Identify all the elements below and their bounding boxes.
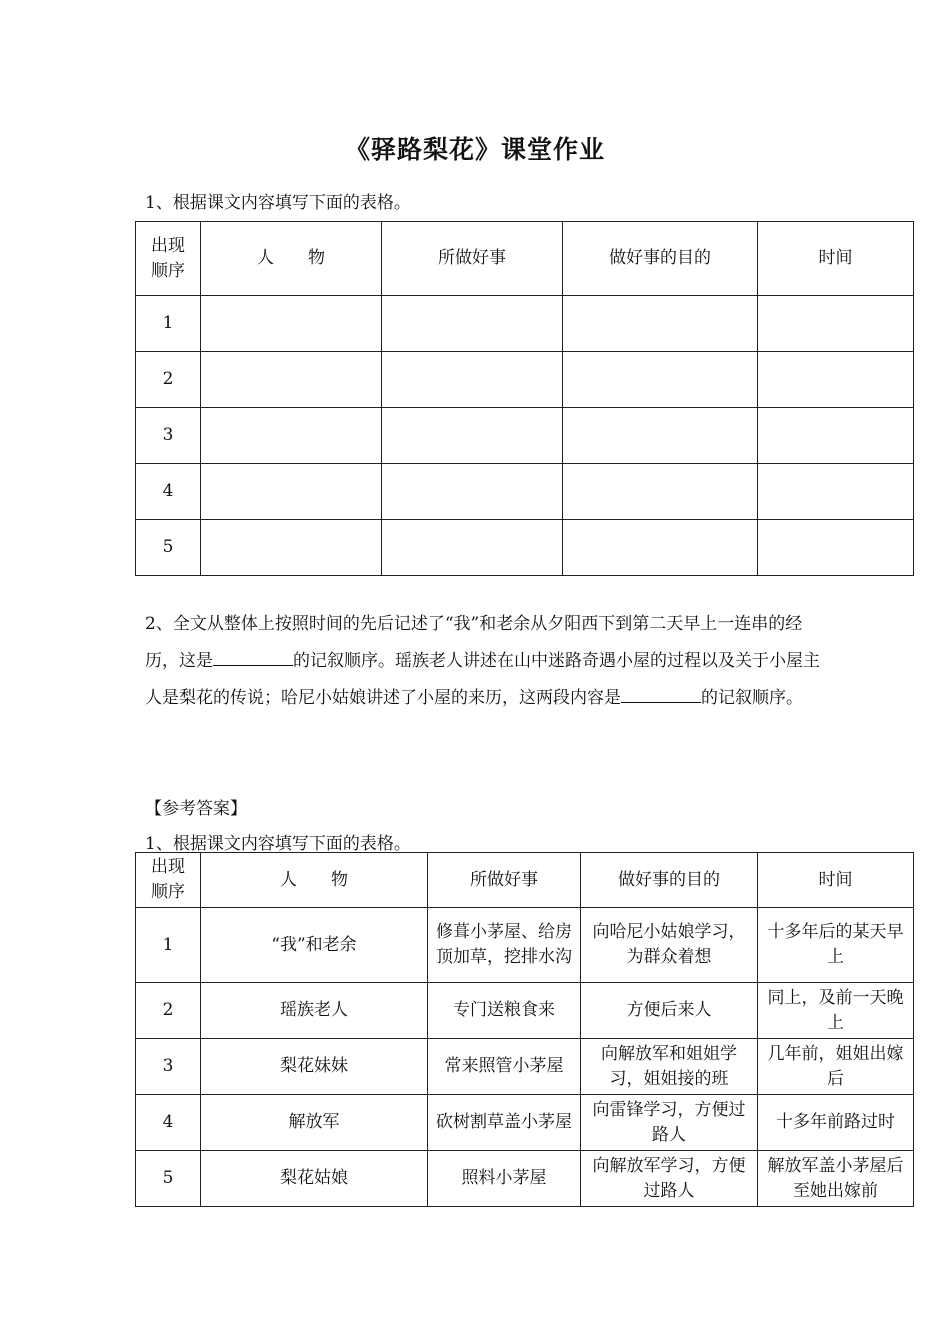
blank-cell[interactable] (382, 408, 563, 464)
table-row (136, 408, 914, 464)
row-order: 4 (136, 464, 201, 520)
table-row (136, 983, 914, 1039)
blank-cell[interactable] (382, 464, 563, 520)
table-row (136, 1039, 914, 1095)
row-deed: 照料小茅屋 (428, 1151, 581, 1207)
blank-cell[interactable] (758, 296, 914, 352)
blank-table (135, 221, 914, 576)
row-purpose: 向雷锋学习，方便过路人 (581, 1095, 758, 1151)
header-person: 人 物 (201, 853, 428, 908)
row-person: 瑶族老人 (201, 983, 428, 1039)
table-header-row (136, 222, 914, 296)
blank-cell[interactable] (201, 296, 382, 352)
row-time: 同上，及前一天晚上 (758, 983, 914, 1039)
q2-part2: 的记叙顺序。瑶族老人讲述在山中迷路奇遇小屋的过程以及关于小屋主人是梨花的传说；哈尼小姑娘讲述了小屋的来历，这两段内容是 (145, 651, 820, 708)
row-deed: 修葺小茅屋、给房顶加草，挖排水沟 (428, 908, 581, 983)
row-time: 十多年后的某天早上 (758, 908, 914, 983)
question-1-label: 1、根据课文内容填写下面的表格。 (145, 193, 411, 213)
row-person: 解放军 (201, 1095, 428, 1151)
row-order: 3 (136, 1039, 201, 1095)
blank-cell[interactable] (201, 408, 382, 464)
page-title: 《驿路梨花》课堂作业 (344, 135, 605, 164)
table-row (136, 464, 914, 520)
header-purpose: 做好事的目的 (581, 853, 758, 908)
row-order: 5 (136, 520, 201, 576)
table-row (136, 908, 914, 983)
table-row (136, 1095, 914, 1151)
row-time: 几年前，姐姐出嫁后 (758, 1039, 914, 1095)
q2-part1: 2、全文从整体上按照时间的先后记述了“我”和老余从夕阳西下到第二天早上一连串的经历，这是 (145, 614, 803, 671)
answer-question-1-label: 1、根据课文内容填写下面的表格。 (145, 834, 411, 854)
table-row (136, 296, 914, 352)
row-person: “我”和老余 (201, 908, 428, 983)
row-time: 十多年前路过时 (758, 1095, 914, 1151)
header-deed: 所做好事 (428, 853, 581, 908)
question-2-text (145, 606, 825, 717)
row-deed: 专门送粮食来 (428, 983, 581, 1039)
header-person: 人 物 (201, 222, 382, 296)
header-deed: 所做好事 (382, 222, 563, 296)
row-purpose: 方便后来人 (581, 983, 758, 1039)
row-order: 5 (136, 1151, 201, 1207)
table-row (136, 1151, 914, 1207)
row-purpose: 向解放军学习，方便过路人 (581, 1151, 758, 1207)
blank-cell[interactable] (201, 352, 382, 408)
blank-cell[interactable] (563, 464, 758, 520)
blank-cell[interactable] (201, 520, 382, 576)
row-order: 2 (136, 983, 201, 1039)
row-deed: 常来照管小茅屋 (428, 1039, 581, 1095)
blank-cell[interactable] (382, 296, 563, 352)
row-deed: 砍树割草盖小茅屋 (428, 1095, 581, 1151)
row-time: 解放军盖小茅屋后至她出嫁前 (758, 1151, 914, 1207)
header-order-line1: 出现 (151, 857, 185, 878)
header-order-line2: 顺序 (151, 260, 185, 281)
blank-cell[interactable] (758, 464, 914, 520)
fill-blank-2[interactable] (621, 686, 701, 703)
table-row (136, 352, 914, 408)
blank-cell[interactable] (758, 408, 914, 464)
blank-cell[interactable] (563, 408, 758, 464)
row-person: 梨花妹妹 (201, 1039, 428, 1095)
table-header-row (136, 853, 914, 908)
blank-cell[interactable] (201, 464, 382, 520)
blank-cell[interactable] (563, 352, 758, 408)
header-purpose: 做好事的目的 (563, 222, 758, 296)
fill-blank-1[interactable] (213, 649, 293, 666)
row-purpose: 向哈尼小姑娘学习，为群众着想 (581, 908, 758, 983)
blank-cell[interactable] (758, 520, 914, 576)
table-row (136, 520, 914, 576)
header-time: 时间 (758, 853, 914, 908)
row-order: 3 (136, 408, 201, 464)
blank-cell[interactable] (563, 520, 758, 576)
answer-table (135, 852, 914, 1207)
header-order-line1: 出现 (151, 235, 185, 256)
blank-cell[interactable] (382, 352, 563, 408)
row-purpose: 向解放军和姐姐学习，姐姐接的班 (581, 1039, 758, 1095)
header-order (136, 222, 201, 296)
q2-part3: 的记叙顺序。 (701, 688, 803, 708)
row-order: 1 (136, 296, 201, 352)
row-order: 1 (136, 908, 201, 983)
header-order-line2: 顺序 (151, 882, 185, 902)
header-time: 时间 (758, 222, 914, 296)
blank-cell[interactable] (382, 520, 563, 576)
blank-cell[interactable] (563, 296, 758, 352)
row-order: 4 (136, 1095, 201, 1151)
answer-heading: 【参考答案】 (145, 799, 247, 819)
blank-cell[interactable] (758, 352, 914, 408)
row-person: 梨花姑娘 (201, 1151, 428, 1207)
row-order: 2 (136, 352, 201, 408)
header-order (136, 853, 201, 908)
